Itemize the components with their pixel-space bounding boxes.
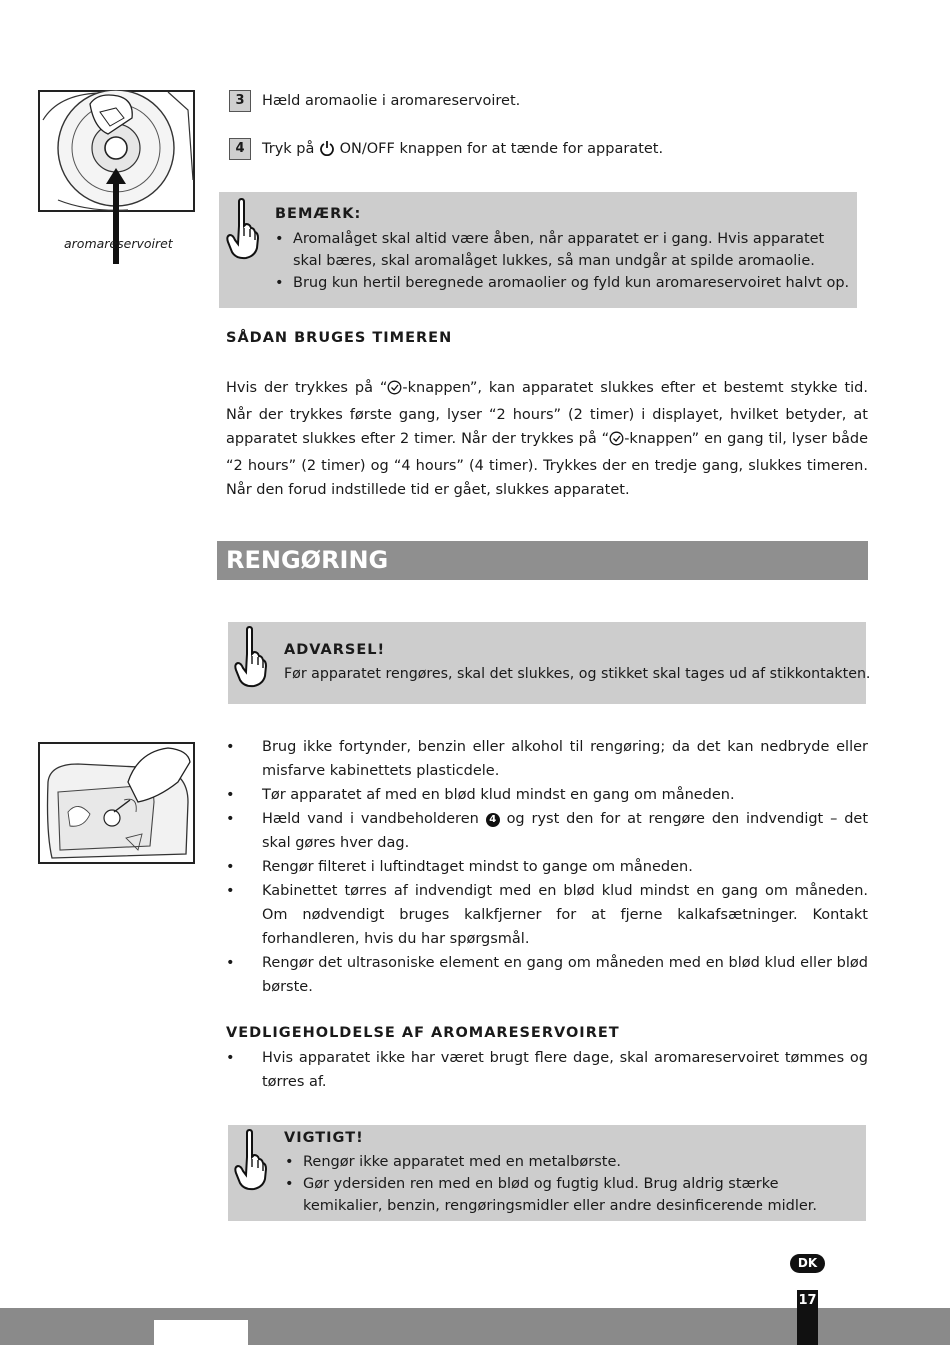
maintenance-list xyxy=(226,1046,868,1094)
maintenance-heading: VEDLIGEHOLDELSE AF AROMARESERVOIRET xyxy=(226,1025,620,1041)
clock-icon xyxy=(387,379,402,403)
cleaning-list xyxy=(226,735,868,999)
pointing-hand-icon xyxy=(232,1129,268,1195)
timer-paragraph: Hvis der trykkes på “ -knappen”, kan apparatet slukkes efter et bestemt stykke tid. Når der trykkes første gang, lyser “2 hours” (2 timer) i displayet, hvilket betyder, at apparatet slukkes efter 2 timer. Når der trykkes på “ -knappen” en gang til, lyser både “2 hours” (2 timer) og “4 hours” (4 timer). Trykkes der en tredje gang, slukkes timeren. Når den forud indstillede tid er gået, slukkes apparatet. xyxy=(226,380,869,498)
step-number-4: 4 xyxy=(229,138,251,160)
step-4-pre: Tryk på xyxy=(262,141,315,157)
pointing-hand-icon xyxy=(224,198,260,264)
timer-heading: SÅDAN BRUGES TIMEREN xyxy=(226,330,453,346)
figure-caption: aromareservoiret xyxy=(64,236,173,251)
footer-white-block xyxy=(154,1320,248,1345)
warning-title: ADVARSEL! xyxy=(284,642,386,658)
pointing-hand-icon xyxy=(232,626,268,692)
cleaning-item: • Kabinettet tørres af indvendigt med en blød klud mindst en gang om måneden. Om nødvendigt bruges kalkfjerner for at fjerne kalkafsætninger. Kontakt forhandleren, hvis du har spørgsmål. xyxy=(226,879,868,951)
power-icon xyxy=(319,140,335,162)
page-number: 17 xyxy=(798,1293,817,1308)
important-title: VIGTIGT! xyxy=(284,1130,364,1146)
important-item: • Rengør ikke apparatet med en metalbørste. xyxy=(285,1151,860,1173)
note-list xyxy=(275,228,850,294)
cleaning-item-water: • Hæld vand i vandbeholderen 4 og ryst den for at rengøre den indvendigt – det skal gøres hver dag. xyxy=(226,807,868,855)
note-item: • Brug kun hertil beregnede aromaolier og fyld kun aromareservoiret halvt op. xyxy=(275,272,850,294)
arrow-up-icon xyxy=(106,168,126,268)
step-3-text: Hæld aromaolie i aromareservoiret. xyxy=(262,93,521,109)
cleaning-item: • Rengør det ultrasoniske element en gang om måneden med en blød klud eller blød børste. xyxy=(226,951,868,999)
cleaning-item: • Brug ikke fortynder, benzin eller alkohol til rengøring; da det kan nedbryde eller misfarve kabinettets plasticdele. xyxy=(226,735,868,783)
language-badge: DK xyxy=(790,1254,825,1273)
note-title: BEMÆRK: xyxy=(275,206,362,222)
clock-icon xyxy=(609,430,624,454)
step-4-text xyxy=(262,139,663,162)
number-4-badge: 4 xyxy=(486,813,500,827)
note-item: • Aromalåget skal altid være åben, når apparatet er i gang. Hvis apparatet skal bæres, skal aromalåget lukkes, så man undgår at spilde aromaolie. xyxy=(275,228,850,272)
important-list xyxy=(285,1151,860,1217)
step-4-post: ON/OFF knappen for at tænde for apparatet. xyxy=(339,141,664,157)
section-title: RENGØRING xyxy=(226,546,389,574)
important-item: • Gør ydersiden ren med en blød og fugtig klud. Brug aldrig stærke kemikalier, benzin, rengøringsmidler eller andre desinficerende midler. xyxy=(285,1173,860,1217)
warning-text: Før apparatet rengøres, skal det slukkes, og stikket skal tages ud af stikkontakten. xyxy=(284,666,871,682)
cleaning-item: • Rengør filteret i luftindtaget mindst to gange om måneden. xyxy=(226,855,868,879)
maintenance-item: • Hvis apparatet ikke har været brugt flere dage, skal aromareservoiret tømmes og tørres af. xyxy=(226,1046,868,1094)
cleaning-item: • Tør apparatet af med en blød klud mindst en gang om måneden. xyxy=(226,783,868,807)
cleaning-illustration xyxy=(38,742,195,864)
step-number-3: 3 xyxy=(229,90,251,112)
